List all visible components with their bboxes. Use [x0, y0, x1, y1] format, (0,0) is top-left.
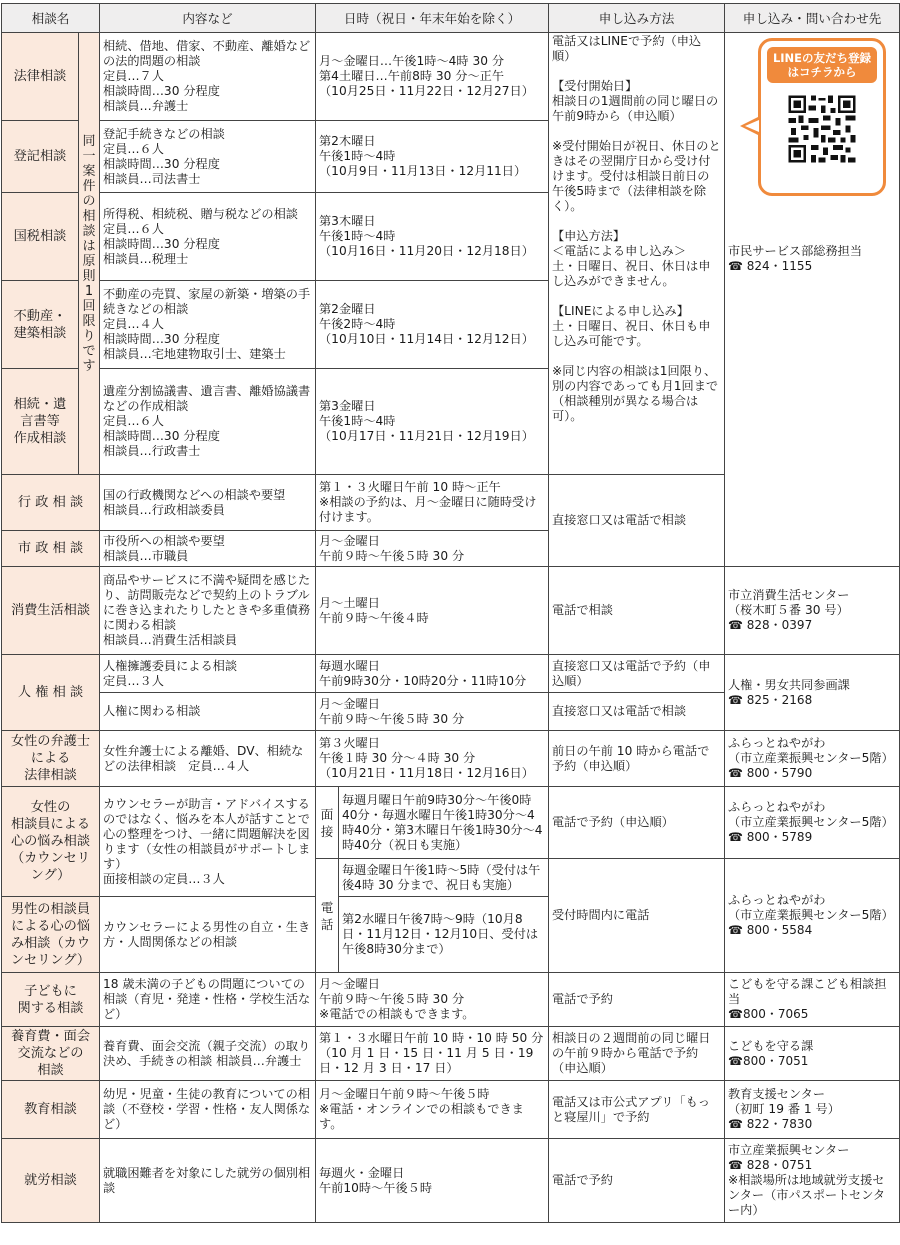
row-datetime: 月～金曜日…午後1時～4時 30 分 第4土曜日…午前8時 30 分～正午 （10月25日・11月22日・12月27日）	[316, 33, 549, 121]
row-contact	[725, 731, 900, 787]
row-content: 女性弁護士による離婚、DV、相続などの法律相談 定員…４人	[100, 731, 316, 787]
row-datetime: 月～金曜日 午前９時～午後５時 30 分	[316, 531, 549, 567]
row-name: 法律相談	[2, 33, 79, 121]
row-datetime: 第3金曜日 午後1時～4時 （10月17日・11月21日・12月19日）	[316, 369, 549, 475]
contact-label: 人権・男女共同参画課	[728, 677, 850, 692]
row-method: 電話で相談	[549, 567, 725, 655]
row-datetime: 毎週火・金曜日 午前10時～午後５時	[316, 1139, 549, 1223]
row-content: 就職困難者を対象にした就労の個別相談	[100, 1139, 316, 1223]
row-contact	[725, 859, 900, 973]
table-row	[2, 33, 900, 121]
row-datetime: 第３火曜日 午後１時 30 分～４時 30 分 （10月21日・11月18日・12月16日）	[316, 731, 549, 787]
contact-phone: ☎800・7065	[728, 1007, 809, 1021]
row-content: 市役所への相談や要望 相談員…市職員	[100, 531, 316, 567]
row-method: 直接窓口又は電話で予約（申込順）	[549, 655, 725, 693]
contact-label: 市立消費生活センター （桜木町５番 30 号）	[728, 588, 850, 617]
row-content: 所得税、相続税、贈与税などの相談 定員…６人 相談時間…30 分程度 相談員…税理士	[100, 193, 316, 281]
row-name: 就労相談	[2, 1139, 100, 1223]
row-content: 人権に関わる相談	[100, 693, 316, 731]
contact-phone: ☎ 828・0397	[728, 618, 813, 632]
row-name: 国税相談	[2, 193, 79, 281]
contact-service-label: 市民サービス部総務担当	[728, 244, 863, 258]
row-name: 市 政 相 談	[2, 531, 100, 567]
row-name: 人 権 相 談	[2, 655, 100, 731]
contact-phone: ☎ 800・5790	[728, 766, 813, 780]
method-line-note: 電話又はLINEで予約（申込順） 【受付開始日】 相談日の1週間前の同じ曜日の午前9時から（申込順） ※受付開始日が祝日、休日のときはその翌開庁日から受け付けます。受付は相談日前日の午後5時まで（法律相談を除く）。 【申込方法】 ＜電話による申し込み＞ 土・日曜日、祝日、休日は申し込みができません。 【LINEによる申し込み】 土・日曜日、祝日、休日も申し込み可能です。 ※同じ内容の相談は1回限り、別の内容であっても月1回まで（相談種別が異なる場合は可）。	[549, 33, 725, 475]
table-row	[2, 1081, 900, 1139]
row-contact	[725, 567, 900, 655]
header-datetime: 日時（祝日・年末年始を除く）	[316, 4, 549, 33]
row-contact	[725, 1139, 900, 1223]
contact-phone: ☎ 822・7830	[728, 1117, 813, 1131]
contact-label: こどもを守る課	[728, 1038, 814, 1053]
table-row	[2, 1139, 900, 1223]
method-direct: 直接窓口又は電話で相談	[549, 475, 725, 567]
row-content: カウンセラーによる男性の自立・生き方・人間関係などの相談	[100, 897, 316, 973]
row-name: 行 政 相 談	[2, 475, 100, 531]
table-row	[2, 567, 900, 655]
consultation-table	[1, 3, 900, 1223]
contact-note: ※相談場所は地域就労支援センター（市パスポートセンター内）	[728, 1173, 886, 1217]
line-register-banner[interactable]	[728, 38, 900, 198]
contact-label: 教育支援センター （初町 19 番 1 号）	[728, 1087, 840, 1116]
row-content: 遺産分割協議書、遺言書、離婚協議書などの作成相談 定員…６人 相談時間…30 分程度 相談員…行政書士	[100, 369, 316, 475]
row-method: 電話で予約	[549, 1139, 725, 1223]
row-datetime: 第１・３火曜日午前 10 時～正午 ※相談の予約は、月～金曜日に随時受け付けます。	[316, 475, 549, 531]
contact-label: ふらっとねやがわ （市立産業振興センター5階）	[728, 800, 894, 829]
row-datetime: 第１・３水曜日午前 10 時・10 時 50 分（10 月 1 日・15 日・11 月 5 日・19 日・12 月 3 日・17 日）	[316, 1027, 549, 1081]
one-time-note: 同一案件の相談は原則1回限りです	[79, 33, 100, 475]
row-name: 相続・遺 言書等 作成相談	[2, 369, 79, 475]
row-method: 受付時間内に電話	[549, 859, 725, 973]
contact-phone: ☎ 825・2168	[728, 692, 813, 707]
table-row	[2, 787, 900, 859]
row-datetime: 毎週金曜日午後1時～5時（受付は午後4時 30 分まで、祝日も実施）	[339, 859, 549, 897]
row-method: 電話で予約（申込順）	[549, 787, 725, 859]
contact-label: こどもを守る課こども相談担当	[728, 977, 887, 1006]
row-name: 女性の弁護士 による 法律相談	[2, 731, 100, 787]
contact-service-cell	[725, 33, 900, 567]
row-contact	[725, 787, 900, 859]
header-name: 相談名	[2, 4, 100, 33]
table-row	[2, 1027, 900, 1081]
row-datetime: 月～金曜日 午前９時～午後５時 30 分	[316, 693, 549, 731]
qr-code-icon[interactable]	[786, 93, 858, 165]
row-content: 18 歳未満の子どもの問題についての相談（育児・発達・性格・学校生活など）	[100, 973, 316, 1027]
line-banner-text: LINEの友だち登録 はコチラから	[767, 47, 877, 83]
row-contact	[725, 1027, 900, 1081]
bubble-tail-inner	[745, 120, 759, 132]
table-row	[2, 655, 900, 693]
row-datetime: 毎週水曜日 午前9時30分・10時20分・11時10分	[316, 655, 549, 693]
header-content: 内容など	[100, 4, 316, 33]
table-row	[2, 973, 900, 1027]
row-datetime: 月～金曜日 午前９時～午後５時 30 分 ※電話での相談もできます。	[316, 973, 549, 1027]
row-name: 女性の 相談員による 心の悩み相談 （カウンセリング）	[2, 787, 100, 897]
contact-service-phone: ☎ 824・1155	[728, 259, 813, 273]
row-name: 教育相談	[2, 1081, 100, 1139]
row-name: 男性の相談員 による心の悩 み相談（カウ ンセリング）	[2, 897, 100, 973]
contact-phone: ☎800・7051	[728, 1053, 809, 1068]
row-content: 相続、借地、借家、不動産、離婚などの法的問題の相談 定員…７人 相談時間…30 分程度 相談員…弁護士	[100, 33, 316, 121]
row-content: 国の行政機関などへの相談や要望 相談員…行政相談委員	[100, 475, 316, 531]
row-content: 不動産の売買、家屋の新築・増築の手続きなどの相談 定員…４人 相談時間…30 分程度 相談員…宅地建物取引士、建築士	[100, 281, 316, 369]
row-method: 直接窓口又は電話で相談	[549, 693, 725, 731]
contact-service	[728, 244, 896, 274]
mensetsu-label: 面接	[316, 787, 339, 859]
contact-phone: ☎ 800・5584	[728, 923, 813, 937]
row-content: 商品やサービスに不満や疑問を感じたり、訪問販売などで契約上のトラブルに巻き込まれたりしたときや多重債務に関わる相談 相談員…消費生活相談員	[100, 567, 316, 655]
line-bubble	[758, 38, 886, 196]
row-datetime: 第2木曜日 午後1時～4時 （10月9日・11月13日・12月11日）	[316, 121, 549, 193]
contact-label: ふらっとねやがわ （市立産業振興センター5階）	[728, 893, 894, 922]
row-name: 消費生活相談	[2, 567, 100, 655]
row-name: 養育費・面会 交流などの 相談	[2, 1027, 100, 1081]
contact-phone: ☎ 800・5789	[728, 830, 813, 844]
row-name: 不動産・ 建築相談	[2, 281, 79, 369]
table-header	[2, 4, 900, 33]
contact-label: ふらっとねやがわ （市立産業振興センター5階）	[728, 736, 894, 765]
row-name: 登記相談	[2, 121, 79, 193]
row-datetime: 第2金曜日 午後2時～4時 （10月10日・11月14日・12月12日）	[316, 281, 549, 369]
table-row	[2, 731, 900, 787]
denwa-label: 電話	[316, 859, 339, 973]
contact-label: 市立産業振興センター	[728, 1143, 850, 1157]
row-datetime: 第2水曜日午後7時～9時（10月8日・11月12日・12月10日、受付は午後8時30分まで）	[339, 897, 549, 973]
row-datetime: 第3木曜日 午後1時～4時 （10月16日・11月20日・12月18日）	[316, 193, 549, 281]
row-datetime: 月～土曜日 午前９時～午後４時	[316, 567, 549, 655]
row-datetime: 毎週月曜日午前9時30分～午後0時40分・毎週水曜日午後1時30分～4時40分・第3木曜日午後1時30分～4時40分（祝日も実施）	[339, 787, 549, 859]
row-content: 登記手続きなどの相談 定員…６人 相談時間…30 分程度 相談員…司法書士	[100, 121, 316, 193]
row-method: 電話で予約	[549, 973, 725, 1027]
row-contact	[725, 655, 900, 731]
row-contact	[725, 1081, 900, 1139]
row-contact	[725, 973, 900, 1027]
row-name: 子どもに 関する相談	[2, 973, 100, 1027]
row-method: 前日の午前 10 時から電話で予約（申込順）	[549, 731, 725, 787]
row-datetime: 月～金曜日午前９時～午後５時 ※電話・オンラインでの相談もできます。	[316, 1081, 549, 1139]
row-method: 電話又は市公式アプリ「もっと寝屋川」で予約	[549, 1081, 725, 1139]
row-method: 相談日の２週間前の同じ曜日の午前９時から電話で予約（申込順）	[549, 1027, 725, 1081]
header-contact: 申し込み・問い合わせ先	[725, 4, 900, 33]
row-content: 幼児・児童・生徒の教育についての相談（不登校・学習・性格・友人関係など）	[100, 1081, 316, 1139]
contact-phone: ☎ 828・0751	[728, 1158, 813, 1172]
row-content: 養育費、面会交流（親子交流）の取り決め、手続きの相談 相談員…弁護士	[100, 1027, 316, 1081]
row-content: カウンセラーが助言・アドバイスするのではなく、悩みを本人が話すことで心の整理をつけ、一緒に問題解決を図ります（女性の相談員がサポートします） 面接相談の定員…３人	[100, 787, 316, 897]
row-content: 人権擁護委員による相談 定員…３人	[100, 655, 316, 693]
header-method: 申し込み方法	[549, 4, 725, 33]
